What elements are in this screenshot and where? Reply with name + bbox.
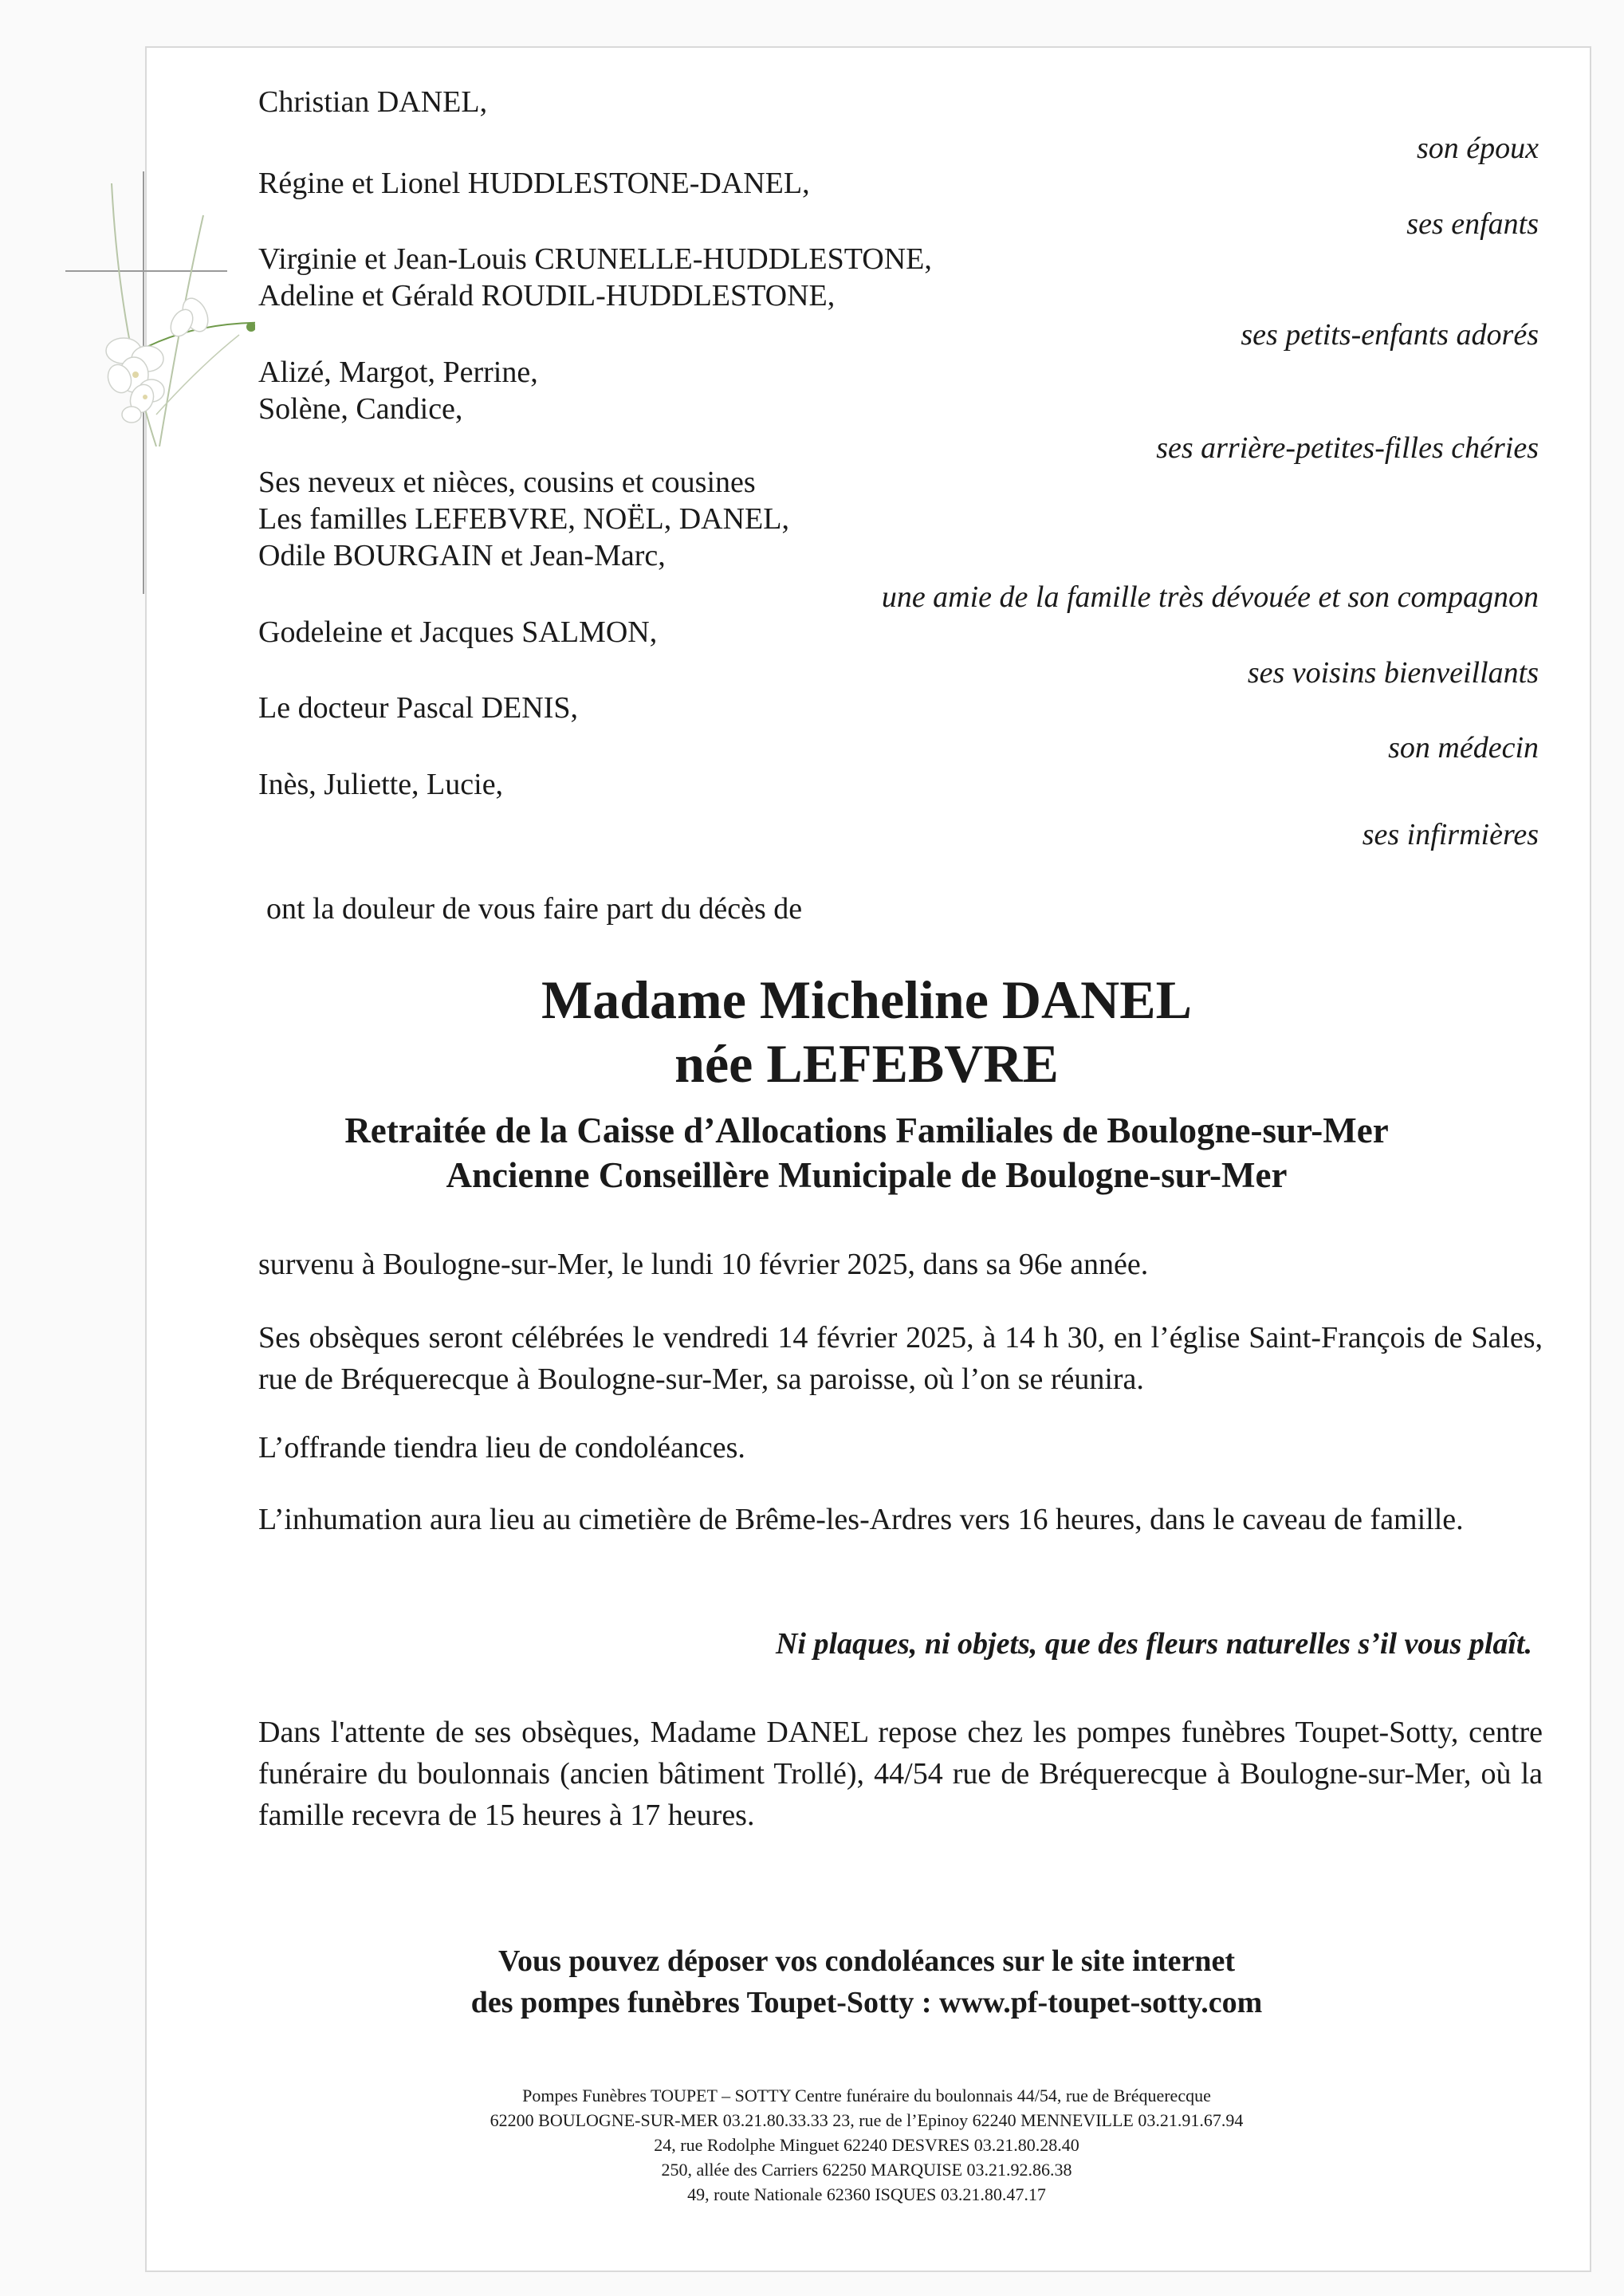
deceased-name: Madame Micheline DANEL <box>541 969 1192 1030</box>
signatory-name: Le docteur Pascal DENIS, <box>258 691 578 725</box>
signatory-relation: ses arrière-petites-filles chéries <box>1156 431 1539 465</box>
signatory-name: Alizé, Margot, Perrine, <box>258 356 538 389</box>
deceased-maiden-name: née LEFEBVRE <box>674 1033 1059 1094</box>
footer-line: 24, rue Rodolphe Minguet 62240 DESVRES 03.21.80.28.40 <box>654 2135 1079 2155</box>
viewing-paragraph: Dans l'attente de ses obsèques, Madame DANEL repose chez les pompes funèbres Toupet-Sotty, centre funéraire du boulonnais (ancien bâtiment Trollé), 44/54 rue de Bréquerecque à Boulogne-sur-Mer, où la famille recevra de 15 heures à 17 heures. <box>258 1716 1543 1832</box>
signatory-relation: son médecin <box>1388 731 1539 765</box>
signatory-name: Régine et Lionel HUDDLESTONE-DANEL, <box>258 167 810 200</box>
death-paragraph: survenu à Boulogne-sur-Mer, le lundi 10 février 2025, dans sa 96e année. <box>258 1248 1149 1281</box>
condolences-line-2: des pompes funèbres Toupet-Sotty : www.pf-toupet-sotty.com <box>470 1986 1263 2019</box>
flowers-notice: Ni plaques, ni objets, que des fleurs naturelles s’il vous plaît. <box>775 1627 1532 1661</box>
signatory-relation: une amie de la famille très dévouée et son compagnon <box>881 580 1539 614</box>
footer-line: Pompes Funèbres TOUPET – SOTTY Centre funéraire du boulonnais 44/54, rue de Bréquerecque <box>522 2086 1211 2105</box>
deceased-title-2: Ancienne Conseillère Municipale de Boulogne-sur-Mer <box>446 1155 1288 1195</box>
signatory-name: Christian DANEL, <box>258 85 488 119</box>
signatory-name: Ses neveux et nièces, cousins et cousines <box>258 466 756 499</box>
deceased-title-1: Retraitée de la Caisse d’Allocations Familiales de Boulogne-sur-Mer <box>344 1111 1389 1150</box>
signatory-name: Solène, Candice, <box>258 392 463 426</box>
funeral-paragraph: Ses obsèques seront célébrées le vendredi 14 février 2025, à 14 h 30, en l’église Saint-François de Sales, rue de Bréquerecque à Boulogne-sur-Mer, sa paroisse, où l’on se réunira. <box>258 1321 1543 1396</box>
signatory-relation: ses petits-enfants adorés <box>1241 318 1539 352</box>
cross-orchid-icon <box>0 0 255 606</box>
signatory-relation: ses voisins bienveillants <box>1247 656 1539 690</box>
signatory-relation: ses enfants <box>1406 207 1539 241</box>
offering-paragraph: L’offrande tiendra lieu de condoléances. <box>258 1431 745 1464</box>
signatory-name: Les familles LEFEBVRE, NOËL, DANEL, <box>258 502 789 536</box>
signatory-relation: son époux <box>1416 132 1539 165</box>
signatory-relation: ses infirmières <box>1362 818 1539 851</box>
footer-line: 250, allée des Carriers 62250 MARQUISE 03.21.92.86.38 <box>661 2160 1072 2180</box>
condolences-line-1: Vous pouvez déposer vos condoléances sur le site internet <box>498 1944 1235 1978</box>
signatory-name: Adeline et Gérald ROUDIL-HUDDLESTONE, <box>258 279 836 313</box>
burial-paragraph: L’inhumation aura lieu au cimetière de Brême-les-Ardres vers 16 heures, dans le caveau de famille. <box>258 1503 1464 1536</box>
footer-line: 62200 BOULOGNE-SUR-MER 03.21.80.33.33 23, rue de l’Epinoy 62240 MENNEVILLE 03.21.91.67.94 <box>490 2110 1244 2130</box>
signatory-name: Godeleine et Jacques SALMON, <box>258 615 658 649</box>
signatory-name: Inès, Juliette, Lucie, <box>258 768 504 801</box>
announcement-text: ont la douleur de vous faire part du décès de <box>266 892 803 926</box>
signatory-name: Virginie et Jean-Louis CRUNELLE-HUDDLESTONE, <box>258 242 932 276</box>
footer-line: 49, route Nationale 62360 ISQUES 03.21.80.47.17 <box>687 2184 1046 2204</box>
signatory-name: Odile BOURGAIN et Jean-Marc, <box>258 539 666 572</box>
